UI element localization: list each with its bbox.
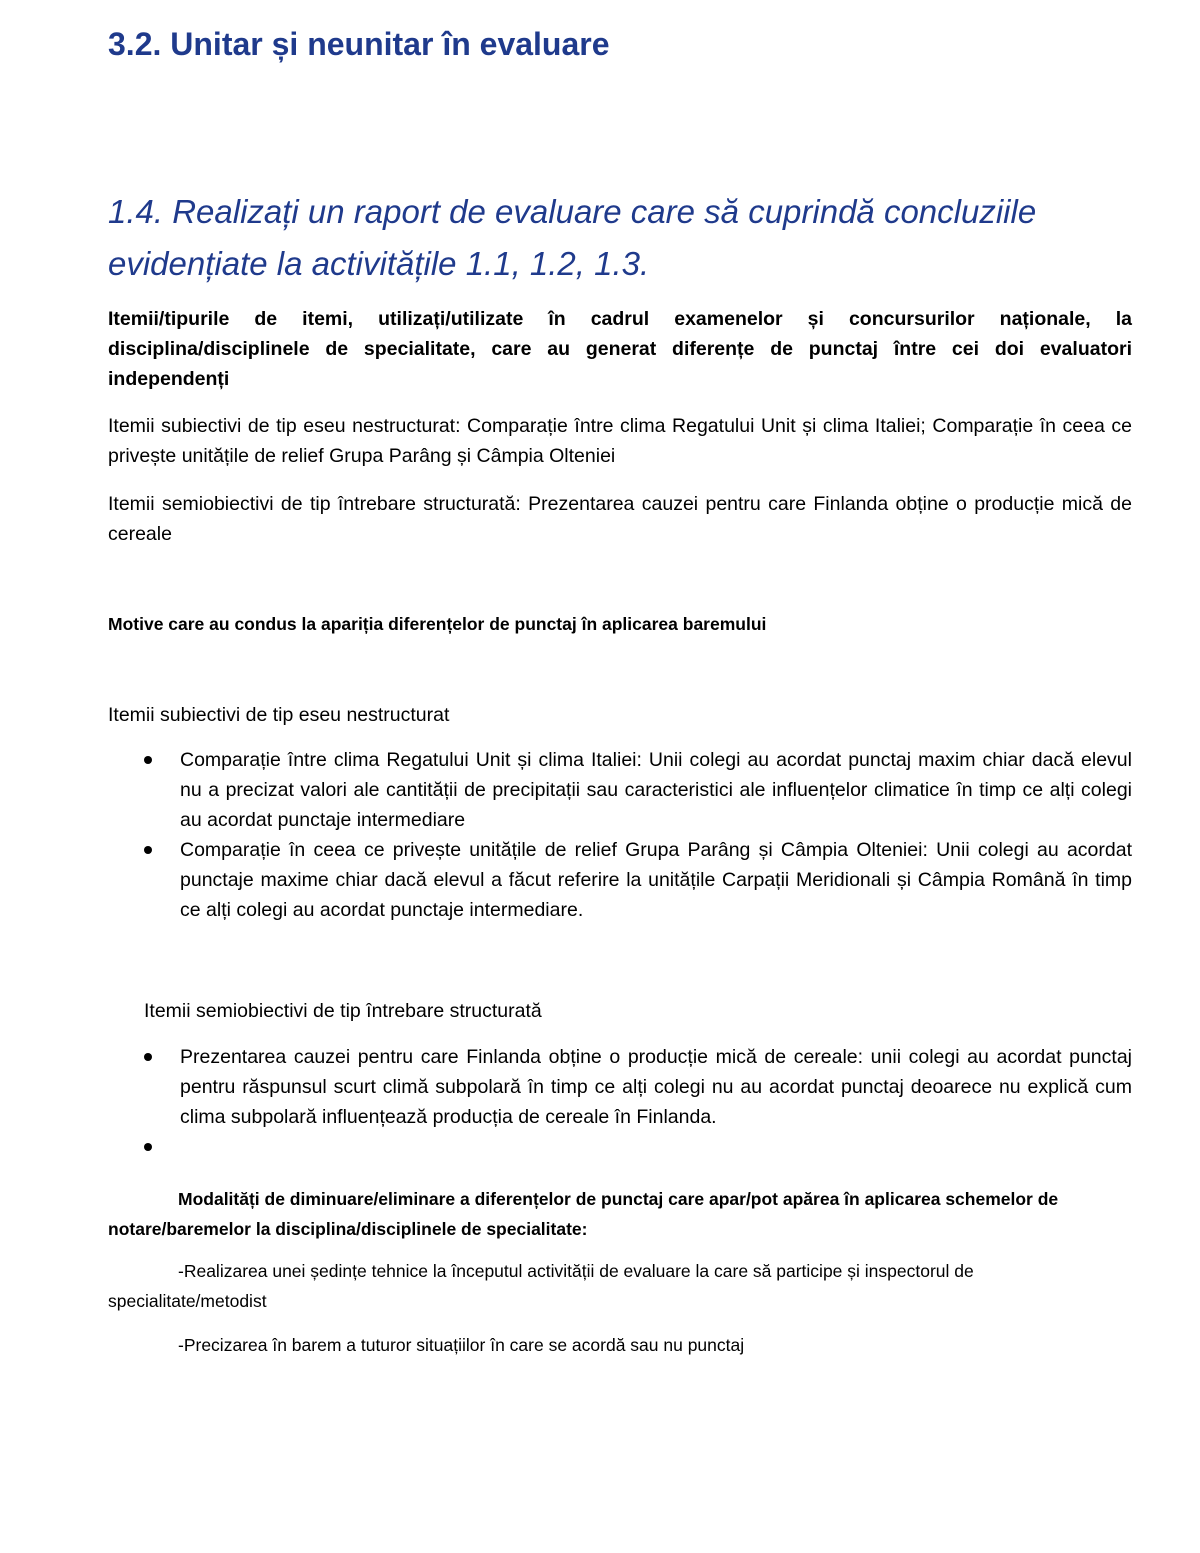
subjective-subheading: Itemii subiectivi de tip eseu nestructurat bbox=[108, 704, 450, 726]
subjective-items-paragraph: Itemii subiectivi de tip eseu nestructurat: Comparație între clima Regatului Unit și clima Italiei; Comparație în ceea ce privește unitățile de relief Grupa Parâng și Câmpia Olteniei bbox=[108, 415, 1132, 467]
bullet-icon bbox=[144, 846, 152, 854]
list-item bbox=[108, 1042, 1132, 1132]
list-item-text: Comparație între clima Regatului Unit și clima Italiei: Unii colegi au acordat punctaj maxim chiar dacă elevul nu a precizat valori ale cantității de precipitații sau caracteristici ale influențelor climatice în timp ce alți colegi au acordat punctaje intermediare bbox=[180, 749, 1132, 831]
semiobjective-items-paragraph: Itemii semiobiectivi de tip întrebare structurată: Prezentarea cauzei pentru care Finlanda obține o producție mică de cereale bbox=[108, 493, 1132, 545]
list-item bbox=[108, 745, 1132, 835]
subjective-bullet-list bbox=[108, 745, 1132, 925]
bullet-icon bbox=[144, 1143, 152, 1151]
method-item-2: -Precizarea în barem a tuturor situațiilor în care se acordă sau nu punctaj bbox=[178, 1335, 745, 1355]
list-item bbox=[108, 1132, 1132, 1162]
bullet-icon bbox=[144, 1053, 152, 1061]
methods-heading: Modalități de diminuare/eliminare a diferențelor de punctaj care apar/pot apărea în aplicarea schemelor de notare/baremelor la disciplina/disciplinele de specialitate: bbox=[108, 1189, 1059, 1239]
semiobjective-subheading: Itemii semiobiectivi de tip întrebare structurată bbox=[144, 1000, 542, 1022]
motives-heading: Motive care au condus la apariția diferențelor de punctaj în aplicarea baremului bbox=[108, 614, 767, 634]
bullet-icon bbox=[144, 756, 152, 764]
semiobjective-bullet-list bbox=[108, 1042, 1132, 1162]
method-item-1: -Realizarea unei ședințe tehnice la începutul activității de evaluare la care să participe și inspectorul de specialitate/metodist bbox=[108, 1261, 974, 1311]
list-item bbox=[108, 835, 1132, 925]
task-heading: 1.4. Realizați un raport de evaluare care să cuprindă concluziile evidențiate la activitățile 1.1, 1.2, 1.3. bbox=[108, 193, 1037, 282]
section-heading: 3.2. Unitar și neunitar în evaluare bbox=[108, 26, 610, 62]
intro-paragraph: Itemii/tipurile de itemi, utilizați/utilizate în cadrul examenelor și concursurilor naționale, la disciplina/disciplinele de specialitate, care au generat diferențe de punctaj între cei doi evaluatori independenți bbox=[108, 308, 1132, 390]
list-item-text: Prezentarea cauzei pentru care Finlanda obține o producție mică de cereale: unii colegi au acordat punctaj pentru răspunsul scurt climă subpolară în timp ce alți colegi nu au acordat punctaj deoarece nu explică cum clima subpolară influențează producția de cereale în Finlanda. bbox=[180, 1046, 1132, 1128]
list-item-text: Comparație în ceea ce privește unitățile de relief Grupa Parâng și Câmpia Olteniei: Unii colegi au acordat punctaje maxime chiar dacă elevul a făcut referire la unitățile Carpații Meridionali și Câmpia Română în timp ce alți colegi au acordat punctaje intermediare. bbox=[180, 839, 1132, 921]
